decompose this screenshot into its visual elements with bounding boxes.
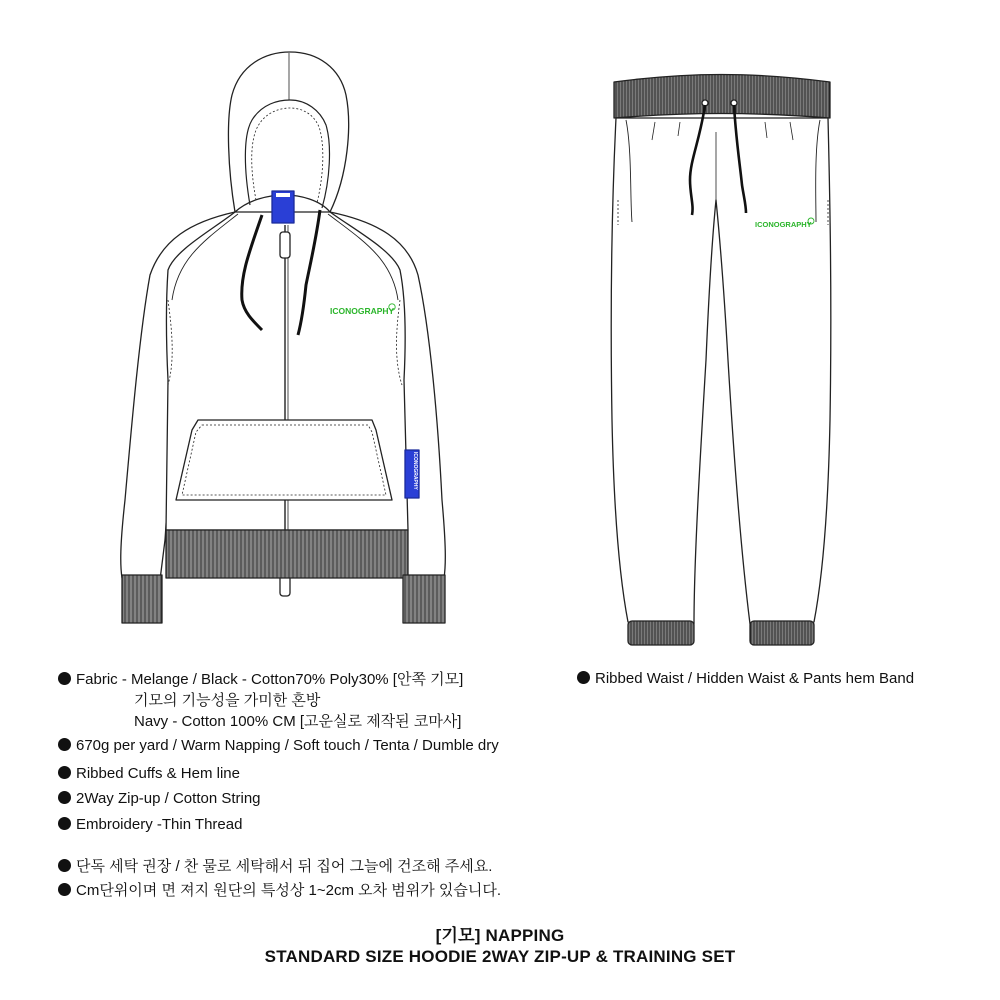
pants-waistband [614, 75, 830, 119]
hoodie-side-label-text: ICONOGRAPHY [412, 452, 418, 490]
pants-logo: ICONOGRAPHY [755, 220, 812, 229]
hoodie-pocket [176, 420, 392, 500]
bullet-icon [58, 791, 71, 804]
footer-subtitle: STANDARD SIZE HOODIE 2WAY ZIP-UP & TRAINING SET [264, 947, 736, 966]
hoodie-drawing [121, 52, 446, 623]
pants-body [611, 118, 831, 624]
bullet-icon [58, 672, 71, 685]
hoodie-right-cuff [403, 575, 445, 623]
hoodie-hem-rib [166, 530, 408, 578]
pants-drawing [611, 75, 831, 646]
spec-embroidery: Embroidery -Thin Thread [58, 817, 242, 832]
spec-fabric-line3: Navy - Cotton 100% CM [고운실로 제작된 코마사] [134, 713, 462, 730]
care-wash: 단독 세탁 권장 / 찬 물로 세탁해서 뒤 집어 그늘에 건조해 주세요. [58, 859, 492, 874]
spec-fabric-line2: 기모의 기능성을 가미한 혼방 [134, 692, 321, 709]
spec-fabric: Fabric - Melange / Black - Cotton70% Poly30% [안쪽 기모] [58, 672, 463, 687]
bullet-icon [58, 883, 71, 896]
spec-zip: 2Way Zip-up / Cotton String [58, 791, 261, 806]
bullet-icon [577, 671, 590, 684]
pants-left-hem-band [628, 621, 694, 645]
hoodie-chest-logo: ICONOGRAPHY [330, 306, 395, 316]
spec-waist: Ribbed Waist / Hidden Waist & Pants hem Band [577, 671, 914, 686]
care-tolerance: Cm단위이며 면 져지 원단의 특성상 1~2cm 오차 범위가 있습니다. [58, 883, 501, 898]
footer-title: [기모] NAPPING [435, 926, 565, 945]
spec-weight: 670g per yard / Warm Napping / Soft touch / Tenta / Dumble dry [58, 738, 499, 753]
bullet-icon [58, 859, 71, 872]
hoodie-left-cuff [122, 575, 162, 623]
spec-cuffs: Ribbed Cuffs & Hem line [58, 766, 240, 781]
bullet-icon [58, 738, 71, 751]
pants-right-hem-band [750, 621, 814, 645]
bullet-icon [58, 817, 71, 830]
bullet-icon [58, 766, 71, 779]
hoodie-hood [228, 52, 348, 212]
